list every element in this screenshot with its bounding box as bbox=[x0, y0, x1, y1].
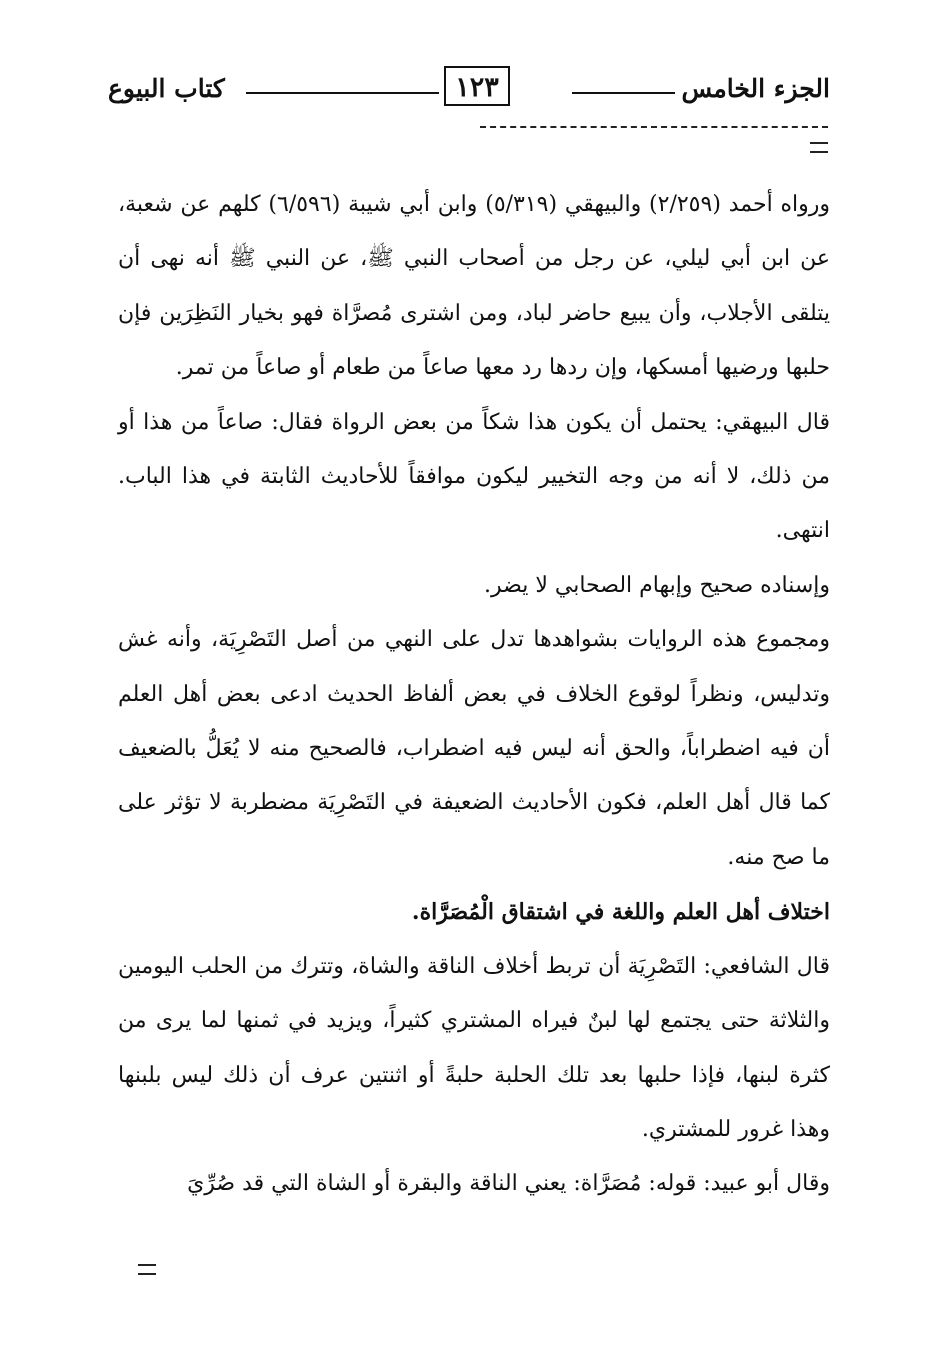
header-dashed-divider bbox=[480, 126, 828, 128]
page-body bbox=[118, 178, 830, 1212]
footer-double-rule-mark bbox=[138, 1264, 156, 1275]
volume-title: الجزء الخامس bbox=[681, 74, 830, 103]
paragraph: ومجموع هذه الروايات بشواهدها تدل على النهي من أصل التَصْرِيَة، وأنه غش وتدليس، ونظراً لوقوع الخلاف في بعض ألفاظ الحديث ادعى بعض أهل العلم أن فيه اضطراباً، والحق أنه ليس فيه اضطراب، فالصحيح منه لا يُعَلُّ بالضعيف كما قال أهل العلم، فكون الأحاديث الضعيفة في التَصْرِيَة مضطربة لا تؤثر على ما صح منه. bbox=[118, 627, 830, 870]
page-header bbox=[108, 66, 830, 116]
paragraph: قال الشافعي: التَصْرِيَة أن تربط أخلاف الناقة والشاة، وتترك من الحلب اليومين والثلاثة حتى يجتمع لها لبنٌ فيراه المشتري كثيراً، ويزيد في ثمنها لما يرى من كثرة لبنها، فإذا حلبها بعد تلك الحلبة حلبةً أو اثنتين عرف أن ذلك ليس بلبنها وهذا غرور للمشتري. bbox=[118, 953, 830, 1142]
header-rule-left bbox=[246, 92, 439, 94]
paragraph: وإسناده صحيح وإبهام الصحابي لا يضر. bbox=[484, 572, 830, 598]
paragraph: وقال أبو عبيد: قوله: مُصَرَّاة: يعني الناقة والبقرة أو الشاة التي قد صُرِّيَ bbox=[187, 1171, 830, 1197]
paragraph: ورواه أحمد (٢/٢٥٩) والبيهقي (٥/٣١٩) وابن أبي شيبة (٦/٥٩٦) كلهم عن شعبة، عن ابن أبي ليلي، عن رجل من أصحاب النبي ﷺ، عن النبي ﷺ أنه نهى أن يتلقى الأجلاب، وأن يبيع حاضر لباد، ومن اشترى مُصرَّاة فهو بخيار النَظِرَين فإن حلبها ورضيها أمسكها، وإن ردها رد معها صاعاً من طعام أو صاعاً من تمر. bbox=[118, 192, 831, 381]
paragraph: قال البيهقي: يحتمل أن يكون هذا شكاً من بعض الرواة فقال: صاعاً من هذا أو من ذلك، لا أنه من وجه التخيير ليكون موافقاً للأحاديث الثابتة في هذا الباب. انتهى. bbox=[118, 409, 830, 544]
header-rule-right bbox=[572, 92, 675, 94]
header-double-rule-mark bbox=[810, 142, 828, 153]
page-number: ١٢٣ bbox=[444, 66, 510, 106]
section-heading: اختلاف أهل العلم واللغة في اشتقاق الْمُصَرَّاة. bbox=[411, 899, 830, 926]
chapter-title: كتاب البيوع bbox=[108, 74, 225, 103]
